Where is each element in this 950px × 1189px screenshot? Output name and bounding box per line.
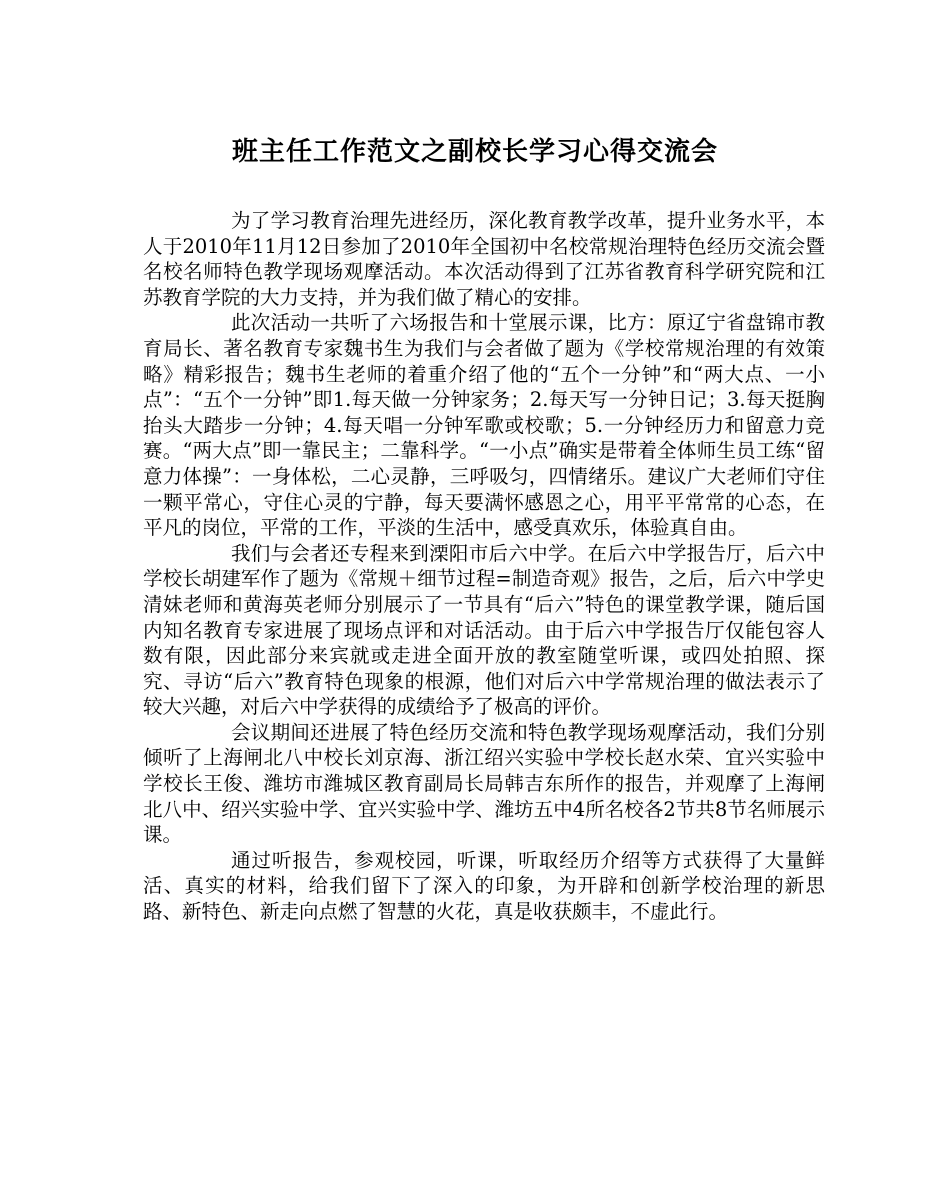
paragraph-5: 通过听报告，参观校园，听课，听取经历介绍等方式获得了大量鲜活、真实的材料，给我们留下了深入的印象，为开辟和创新学校治理的新思路、新特色、新走向点燃了智慧的火花，真是收获颇丰，不虚此行。 bbox=[143, 848, 825, 924]
paragraph-1: 为了学习教育治理先进经历，深化教育教学改革，提升业务水平，本人于2010年11月12日参加了2010年全国初中名校常规治理特色经历交流会暨名校名师特色教学现场观摩活动。本次活动得到了江苏省教育科学研究院和江苏教育学院的大力支持，并为我们做了精心的安排。 bbox=[143, 209, 825, 309]
paragraph-2: 此次活动一共听了六场报告和十堂展示课，比方：原辽宁省盘锦市教育局长、著名教育专家魏书生为我们与会者做了题为《学校常规治理的有效策略》精彩报告；魏书生老师的着重介绍了他的“五个一分钟”和“两大点、一小点”：“五个一分钟”即1.每天做一分钟家务；2.每天写一分钟日记；3.每天挺胸抬头大踏步一分钟；4.每天唱一分钟军歌或校歌；5.一分钟经历力和留意力竞赛。“两大点”即一靠民主；二靠科学。“一小点”确实是带着全体师生员工练“留意力体操”：一身体松，二心灵静，三呼吸匀，四情绪乐。建议广大老师们守住一颗平常心，守住心灵的宁静，每天要满怀感恩之心，用平平常常的心态，在平凡的岗位，平常的工作，平淡的生活中，感受真欢乐，体验真自由。 bbox=[143, 311, 825, 540]
paragraph-4: 会议期间还进展了特色经历交流和特色教学现场观摩活动，我们分别倾听了上海闸北八中校长刘京海、浙江绍兴实验中学校长赵水荣、宜兴实验中学校长王俊、潍坊市潍城区教育副局长局韩吉东所作的报告，并观摩了上海闸北八中、绍兴实验中学、宜兴实验中学、潍坊五中4所名校各2节共8节名师展示课。 bbox=[143, 720, 825, 847]
paragraph-3: 我们与会者还专程来到溧阳市后六中学。在后六中学报告厅，后六中学校长胡建军作了题为《常规＋细节过程=制造奇观》报告，之后，后六中学史清妹老师和黄海英老师分别展示了一节具有“后六”特色的课堂教学课，随后国内知名教育专家进展了现场点评和对话活动。由于后六中学报告厅仅能包容人数有限，因此部分来宾就或走进全面开放的教室随堂听课，或四处拍照、探究、寻访“后六”教育特色现象的根源，他们对后六中学常规治理的做法表示了较大兴趣，对后六中学获得的成绩给予了极高的评价。 bbox=[143, 541, 825, 719]
document-title: 班主任工作范文之副校长学习心得交流会 bbox=[231, 137, 718, 167]
document-body bbox=[143, 208, 825, 925]
